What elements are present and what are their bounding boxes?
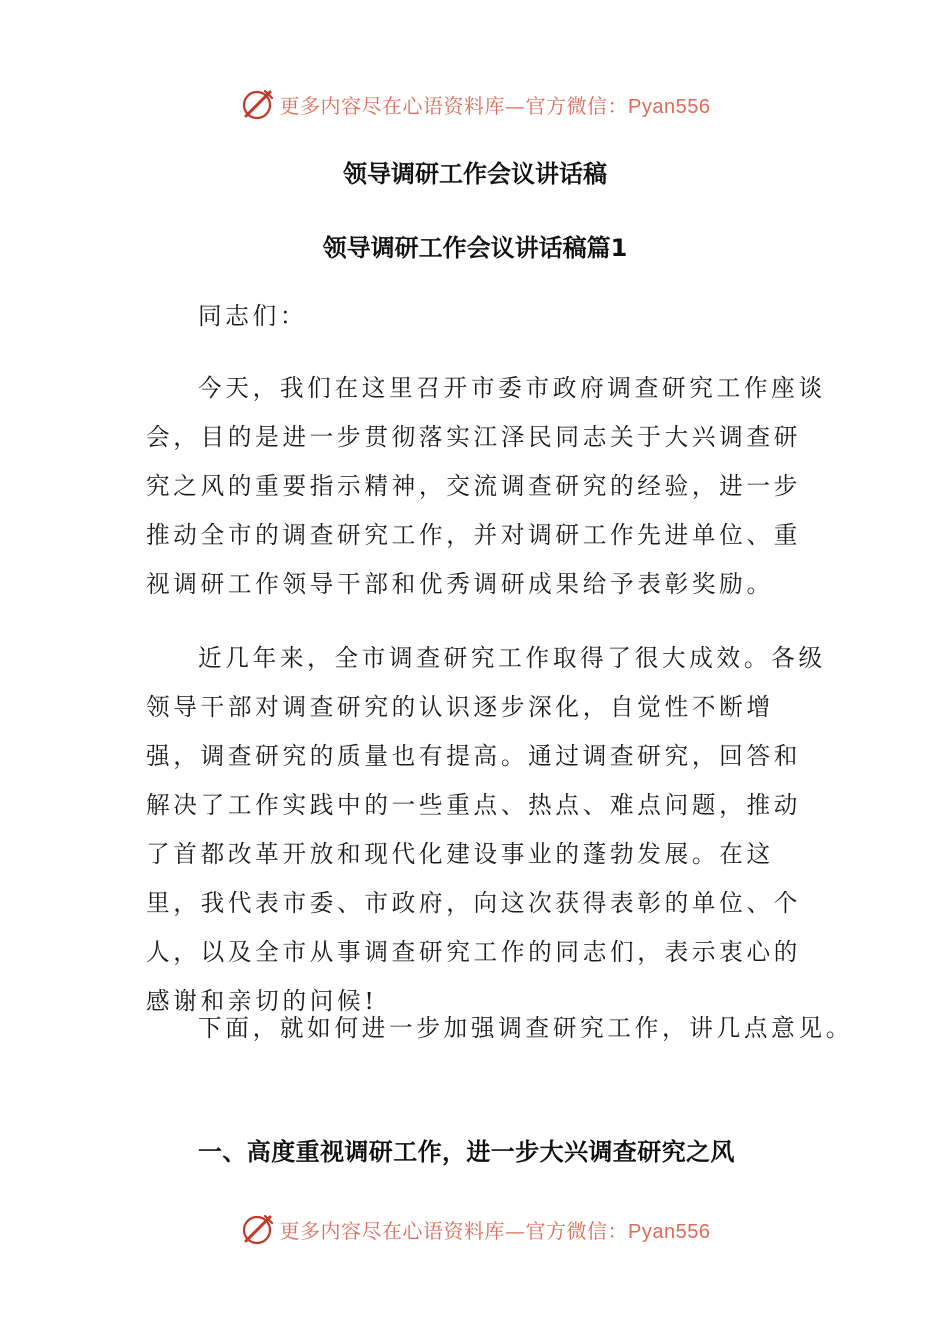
watermark-banner-bottom: [0, 1209, 950, 1249]
watermark-text: [280, 1215, 711, 1244]
watermark-label: 更多内容尽在心语资料库—官方微信：: [279, 93, 629, 118]
document-title: 领导调研工作会议讲话稿: [343, 160, 607, 188]
greeting: 同志们：: [198, 302, 308, 330]
section-heading: 一、高度重视调研工作，进一步大兴调查研究之风: [198, 1138, 735, 1166]
paragraph-2: 近几年来，全市调查研究工作取得了很大成效。各级领导干部对调查研究的认识逐步深化，自觉性不断增强，调查研究的质量也有提高。通过调查研究，回答和解决了工作实践中的一些重点、热点、难点问题，推动了首都改革开放和现代化建设事业的蓬勃发展。在这里，我代表市委、市政府，向这次获得表彰的单位、个人，以及全市从事调查研究工作的同志们，表示衷心的感谢和亲切的问候!: [146, 644, 826, 1015]
watermark-banner-top: [0, 84, 950, 124]
pen-circle-logo-icon: [240, 86, 276, 122]
watermark-wechat-id: Pyan556: [628, 95, 711, 118]
watermark-label: 更多内容尽在心语资料库—官方微信：: [279, 1218, 629, 1243]
watermark-text: [280, 90, 711, 119]
pen-circle-logo-icon: [240, 1211, 276, 1247]
paragraph-1: 今天，我们在这里召开市委市政府调查研究工作座谈会，目的是进一步贯彻落实江泽民同志关于大兴调查研究之风的重要指示精神，交流调查研究的经验，进一步推动全市的调查研究工作，并对调研工作先进单位、重视调研工作领导干部和优秀调研成果给予表彰奖励。: [146, 374, 826, 598]
document-subtitle: 领导调研工作会议讲话稿篇1: [322, 234, 628, 262]
paragraph-3: 下面，就如何进一步加强调查研究工作，讲几点意见。: [198, 1014, 854, 1042]
watermark-wechat-id: Pyan556: [628, 1220, 711, 1243]
